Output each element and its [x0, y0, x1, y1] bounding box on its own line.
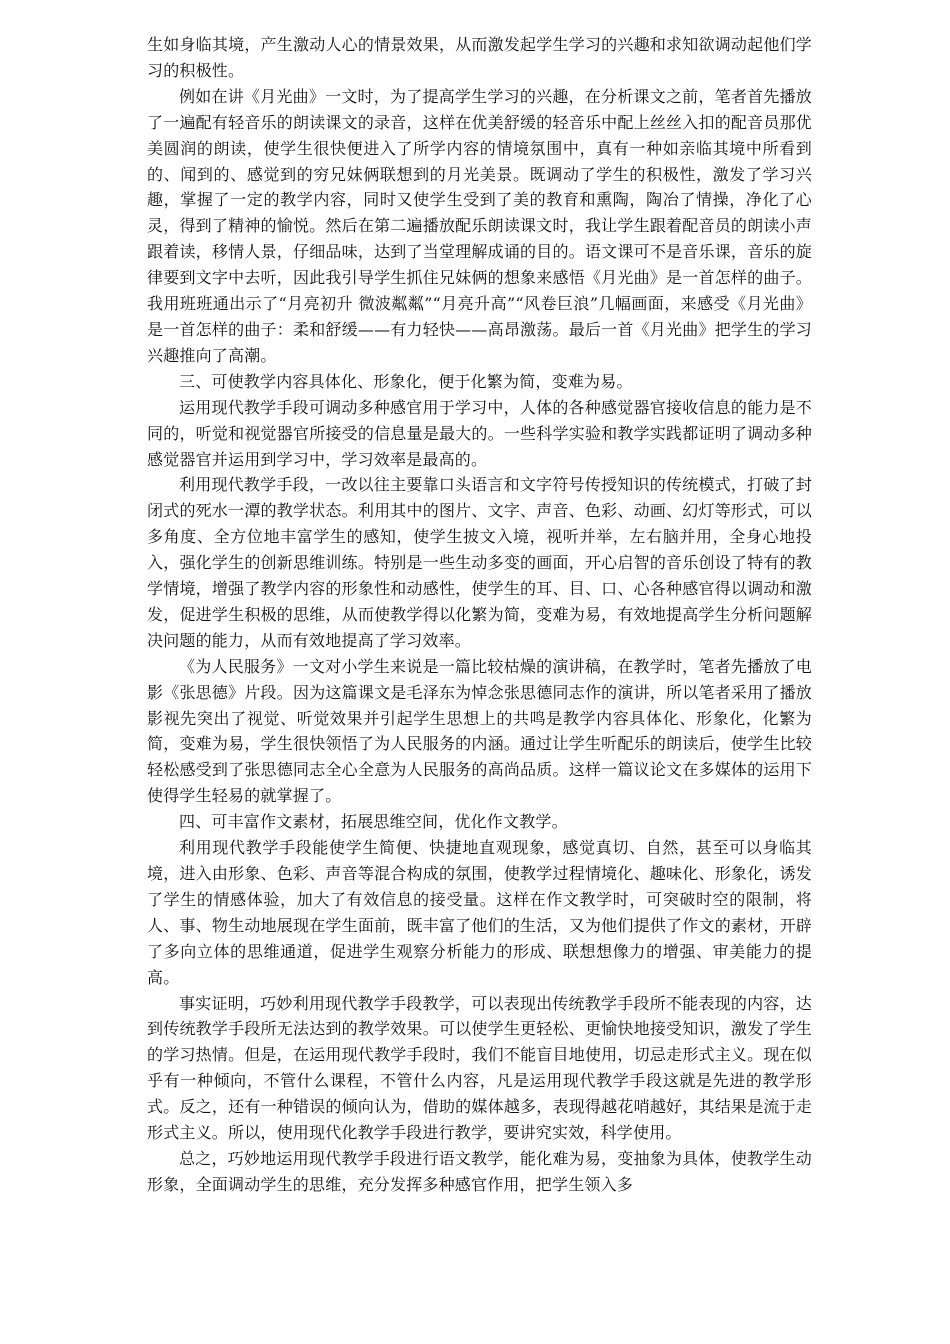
paragraph-senses: 运用现代教学手段可调动多种感官用于学习中，人体的各种感觉器官接收信息的能力是不同的，听觉和视觉器官所接受的信息量是最大的。一些科学实验和教学实践都证明了调动多种感觉器官并运用到学习中，学习效率是最高的。 — [147, 397, 812, 469]
paragraph-writing-teaching: 利用现代教学手段能使学生简便、快捷地直观现象，感觉真切、自然，甚至可以身临其境，进入由形象、色彩、声音等混合构成的氛围，使教学过程情境化、趣味化、形象化，诱发了学生的情感体验，加大了有效信息的接受量。这样在作文教学时，可突破时空的限制，将人、事、物生动地展现在学生面前，既丰富了他们的生活，又为他们提供了作文的素材，开辟了多向立体的思维通道，促进学生观察分析能力的形成、联想想像力的增强、审美能力的提高。 — [147, 838, 812, 987]
section-heading-four: 四、可丰富作文素材，拓展思维空间，优化作文教学。 — [179, 812, 568, 832]
paragraph-conclusion: 总之，巧妙地运用现代教学手段进行语文教学，能化难为易，变抽象为具体，使教学生动形象，全面调动学生的思维，充分发挥多种感官作用，把学生领入多 — [147, 1148, 812, 1194]
paragraph-moonlight-example: 例如在讲《月光曲》一文时，为了提高学生学习的兴趣，在分析课文之前，笔者首先播放了一遍配有轻音乐的朗读课文的录音，这样在优美舒缓的轻音乐中配上丝丝入扣的配音员那优美圆润的朗读，使学生很快便进入了所学内容的情境氛围中，真有一种如亲临其境中所看到的、闻到的、感觉到的穷兄妹俩联想到的月光美景。既调动了学生的积极性，激发了学习兴趣，掌握了一定的教学内容，同时又使学生受到了美的教育和熏陶，陶冶了情操，净化了心灵，得到了精神的愉悦。然后在第二遍播放配乐朗读课文时，我让学生跟着配音员的朗读小声跟着读，移情人景，仔细品味，达到了当堂理解成诵的目的。语文课可不是音乐课，音乐的旋律要到文字中去听，因此我引导学生抓住兄妹俩的想象来感悟《月光曲》是一首怎样的曲子。我用班班通出示了“月亮初升 微波粼粼”“月亮升高”“风卷巨浪”几幅画面，来感受《月光曲》是一首怎样的曲子：柔和舒缓——有力轻快——高昂激荡。最后一首《月光曲》把学生的学习兴趣推向了高潮。 — [147, 86, 812, 365]
document-page — [147, 32, 812, 1198]
paragraph-modern-means: 利用现代教学手段，一改以往主要靠口头语言和文字符号传授知识的传统模式，打破了封闭式的死水一潭的教学状态。利用其中的图片、文字、声音、色彩、动画、幻灯等形式，可以多角度、全方位地丰富学生的感知，使学生披文入境，视听并举，左右脑并用，全身心地投入，强化学生的创新思维训练。特别是一些生动多变的画面，开心启智的音乐创设了特有的教学情境，增强了教学内容的形象性和动感性，使学生的耳、目、口、心各种感官得以调动和激发，促进学生积极的思维，从而使教学得以化繁为简，变难为易，有效地提高学生分析问题解决问题的能力，从而有效地提高了学习效率。 — [147, 475, 812, 650]
section-heading-three: 三、可使教学内容具体化、形象化，便于化繁为简，变难为易。 — [179, 371, 633, 391]
paragraph-continuation: 生如身临其境，产生激动人心的情景效果，从而激发起学生学习的兴趣和求知欲调动起他们学习的积极性。 — [147, 35, 812, 80]
paragraph-facts-prove: 事实证明，巧妙利用现代教学手段教学，可以表现出传统教学手段所不能表现的内容，达到传统教学手段所无法达到的教学效果。可以使学生更轻松、更愉快地接受知识，激发了学生的学习热情。但是，在运用现代教学手段时，我们不能盲目地使用，切忌走形式主义。现在似乎有一种倾向，不管什么课程，不管什么内容，凡是运用现代教学手段这就是先进的教学形式。反之，还有一种错误的倾向认为，借助的媒体越多，表现得越花哨越好，其结果是流于走形式主义。所以，使用现代化教学手段进行教学，要讲究实效，科学使用。 — [147, 993, 812, 1143]
paragraph-serve-people-example: 《为人民服务》一文对小学生来说是一篇比较枯燥的演讲稿，在教学时，笔者先播放了电影《张思德》片段。因为这篇课文是毛泽东为悼念张思德同志作的演讲，所以笔者采用了播放影视先突出了视觉、听觉效果并引起学生思想上的共鸣是教学内容具体化、形象化，化繁为简，变难为易，学生很快领悟了为人民服务的内涵。通过让学生听配乐的朗读后，使学生比较轻松感受到了张思德同志全心全意为人民服务的高尚品质。这样一篇议论文在多媒体的运用下使得学生轻易的就掌握了。 — [147, 656, 812, 806]
